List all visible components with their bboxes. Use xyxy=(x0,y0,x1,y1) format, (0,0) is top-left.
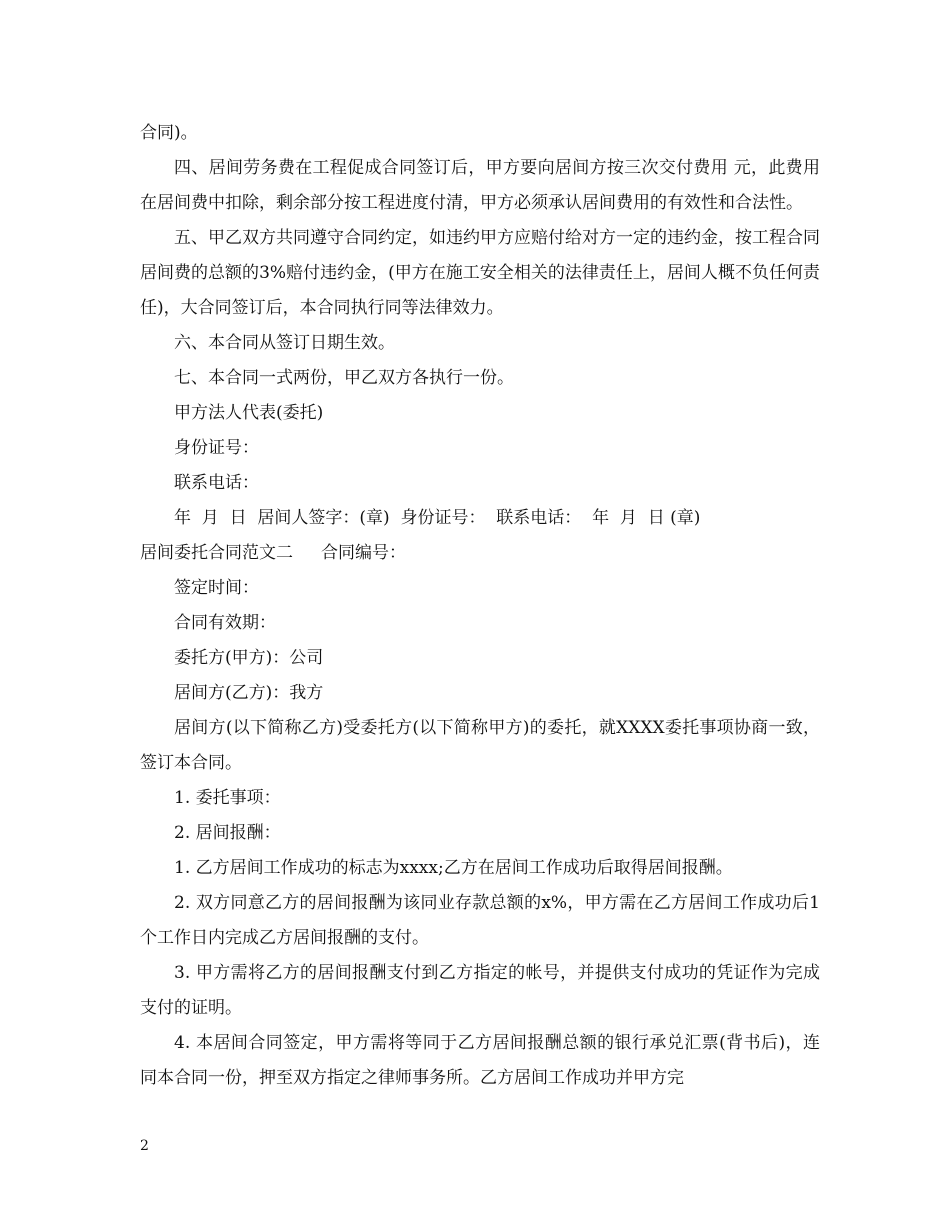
paragraph: 居间方(以下简称乙方)受委托方(以下简称甲方)的委托，就XXXX委托事项协商一致，签订本合同。 xyxy=(140,718,820,773)
paragraph: 联系电话： xyxy=(174,473,259,493)
paragraph: 签定时间： xyxy=(174,578,259,598)
paragraph: 居间方(乙方)：我方 xyxy=(174,683,324,703)
paragraph: 合同)。 xyxy=(140,123,198,143)
section-heading-line xyxy=(140,536,820,571)
list-item: 4. 本居间合同签定，甲方需将等同于乙方居间报酬总额的银行承兑汇票(背书后)，连同本合同一份，押至双方指定之律师事务所。乙方居间工作成功并甲方完 xyxy=(140,1033,820,1088)
list-item: 2. 居间报酬： xyxy=(174,823,281,843)
list-item: 3. 甲方需将乙方的居间报酬支付到乙方指定的帐号，并提供支付成功的凭证作为完成支付的证明。 xyxy=(140,963,820,1018)
page-number: 2 xyxy=(140,1138,149,1154)
paragraph: 六、本合同从签订日期生效。 xyxy=(174,333,395,353)
paragraph: 五、甲乙双方共同遵守合同约定，如违约甲方应赔付给对方一定的违约金，按工程合同居间费的总额的3%赔付违约金，(甲方在施工安全相关的法律责任上，居间人概不负任何责任)，大合同签订后，本合同执行同等法律效力。 xyxy=(140,228,820,318)
paragraph: 七、本合同一式两份，甲乙双方各执行一份。 xyxy=(174,368,514,388)
list-item: 1. 乙方居间工作成功的标志为xxxx;乙方在居间工作成功后取得居间报酬。 xyxy=(174,858,733,878)
paragraph: 身份证号： xyxy=(174,438,259,458)
contract-number-label: 合同编号： xyxy=(321,543,406,563)
paragraph: 四、居间劳务费在工程促成合同签订后，甲方要向居间方按三次交付费用 元，此费用在居间费中扣除，剩余部分按工程进度付清，甲方必须承认居间费用的有效性和合法性。 xyxy=(140,158,820,213)
list-item: 2. 双方同意乙方的居间报酬为该同业存款总额的x%，甲方需在乙方居间工作成功后1个工作日内完成乙方居间报酬的支付。 xyxy=(140,893,820,948)
paragraph: 合同有效期： xyxy=(174,613,276,633)
paragraph: 委托方(甲方)：公司 xyxy=(174,648,324,668)
list-item: 1. 委托事项： xyxy=(174,788,281,808)
signature-line: 年 月 日 居间人签字：(章) 身份证号： 联系电话： 年 月 日 (章) xyxy=(174,508,701,528)
document-body xyxy=(140,116,820,1096)
paragraph: 甲方法人代表(委托) xyxy=(174,403,324,423)
section-title: 居间委托合同范文二 xyxy=(140,543,293,563)
